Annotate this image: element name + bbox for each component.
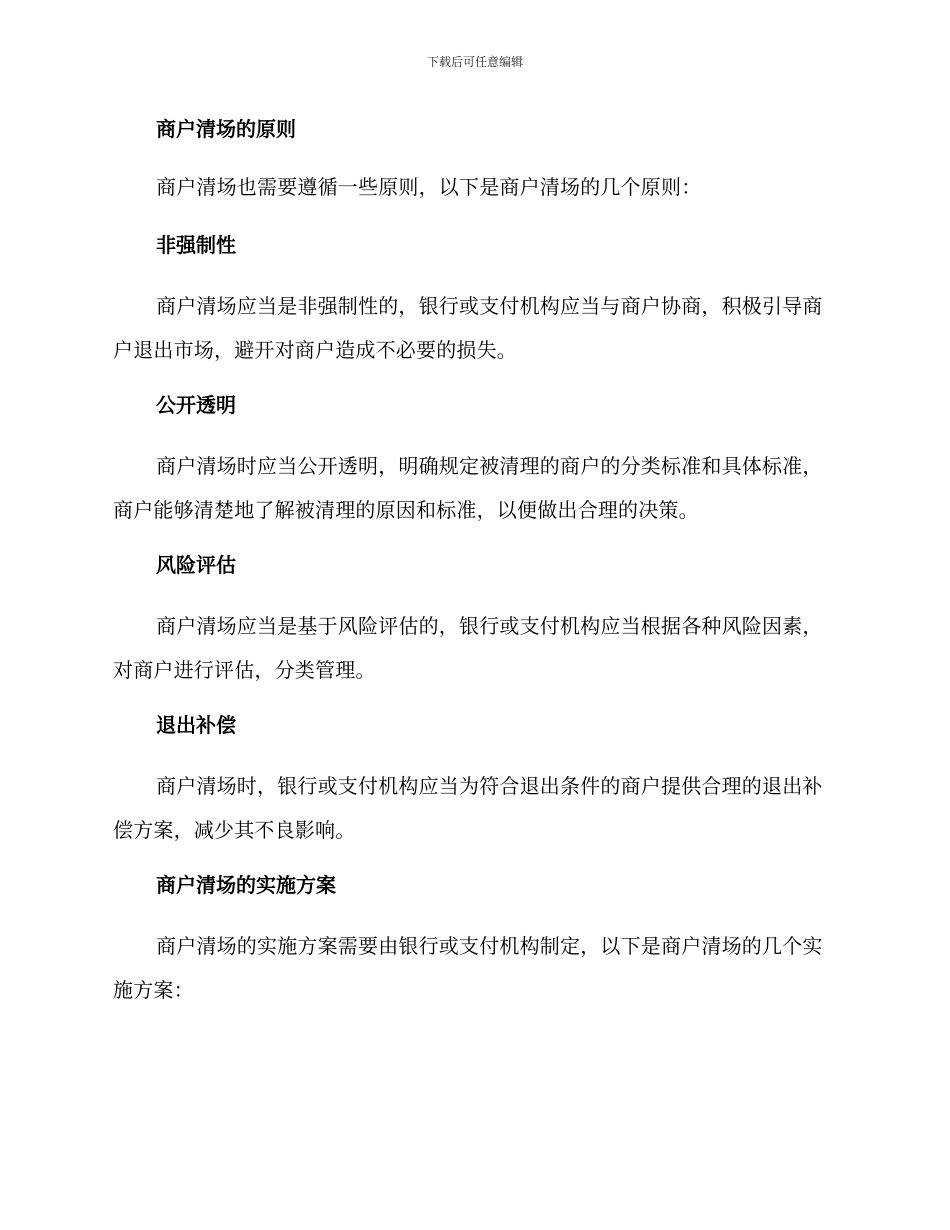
section-paragraph-principles: 商户清场也需要遵循一些原则，以下是商户清场的几个原则： — [156, 175, 702, 199]
section-paragraph-implementation-plan: 商户清场的实施方案需要由银行或支付机构制定，以下是商户清场的几个实施方案： — [113, 934, 823, 1002]
section-heading-risk-assessment: 风险评估 — [156, 553, 236, 577]
section-paragraph-transparency: 商户清场时应当公开透明，明确规定被清理的商户的分类标准和具体标准，商户能够清楚地了解被清理的原因和标准，以便做出合理的决策。 — [113, 454, 823, 522]
section-paragraph-exit-compensation: 商户清场时，银行或支付机构应当为符合退出条件的商户提供合理的退出补偿方案，减少其不良影响。 — [113, 774, 823, 842]
section-paragraph-risk-assessment: 商户清场应当是基于风险评估的，银行或支付机构应当根据各种风险因素，对商户进行评估，分类管理。 — [113, 614, 823, 682]
section-heading-exit-compensation: 退出补偿 — [156, 713, 236, 737]
section-heading-transparency: 公开透明 — [156, 393, 236, 417]
section-heading-implementation-plan: 商户清场的实施方案 — [156, 873, 336, 897]
section-heading-non-mandatory: 非强制性 — [156, 233, 236, 257]
section-paragraph-non-mandatory: 商户清场应当是非强制性的，银行或支付机构应当与商户协商，积极引导商户退出市场，避开对商户造成不必要的损失。 — [113, 294, 823, 362]
section-heading-principles: 商户清场的原则 — [156, 117, 296, 141]
document-body — [113, 110, 833, 1026]
page-header: 下载后可任意编辑 — [426, 55, 523, 69]
